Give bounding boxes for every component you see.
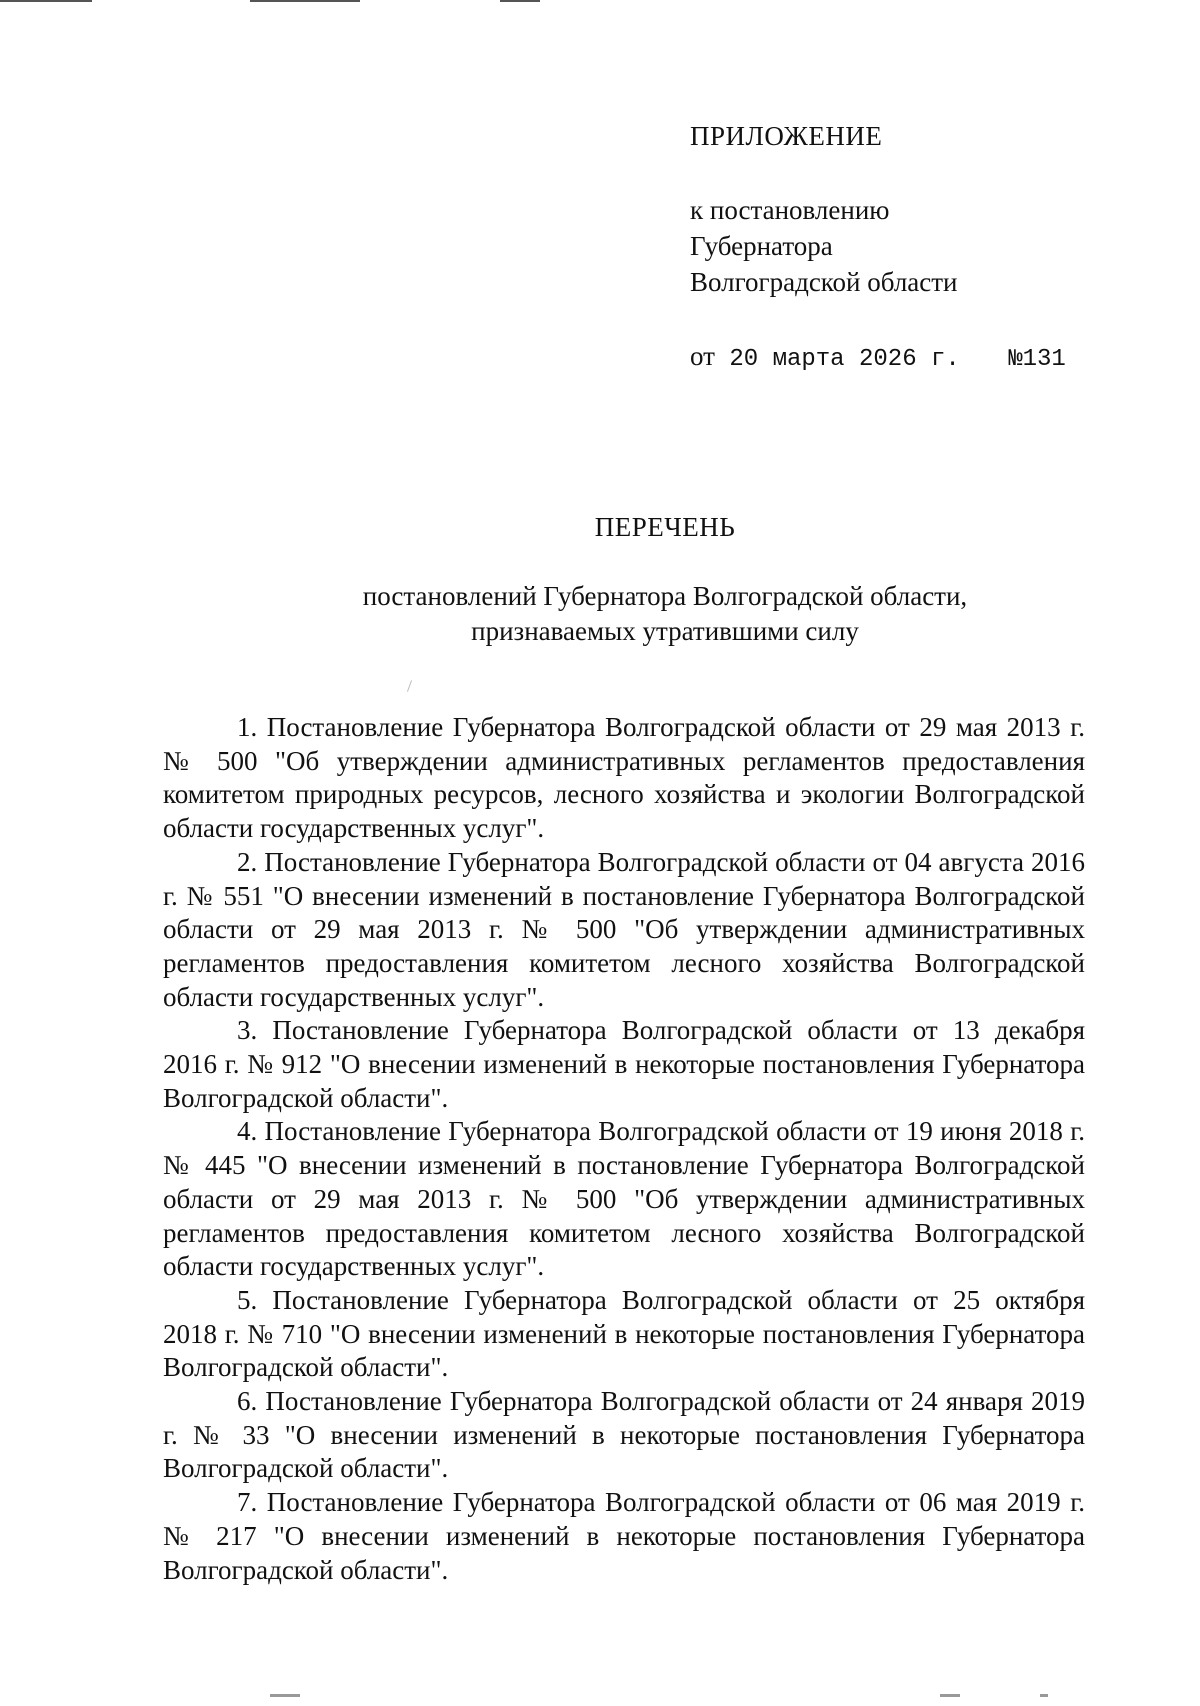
- list-item: 3. Постановление Губернатора Волгоградской области от 13 декабря 2016 г. № 912 "О внесении изменений в некоторые постановления Губернатора Волгоградской области".: [163, 1015, 1085, 1113]
- appendix-line-2: Губернатора: [690, 231, 833, 261]
- scan-edge-mark: [250, 0, 360, 2]
- appendix-date-row: [690, 338, 1066, 378]
- list-item: 5. Постановление Губернатора Волгоградской области от 25 октября 2018 г. № 710 "О внесении изменений в некоторые постановления Губернатора Волгоградской области".: [163, 1284, 1085, 1383]
- scan-edge-mark: [1040, 1694, 1048, 1697]
- list-item: 1. Постановление Губернатора Волгоградской области от 29 мая 2013 г. № 500 "Об утверждении административных регламентов предоставления комитетом природных ресурсов, лесного хозяйства и экологии Волгоградской области государственных услуг".: [163, 712, 1085, 844]
- document-subheading: [0, 579, 1200, 649]
- list-item: 7. Постановление Губернатора Волгоградской области от 06 мая 2019 г. № 217 "О внесении изменений в некоторые постановления Губернатора Волгоградской области".: [163, 1487, 1085, 1585]
- date-label: от: [690, 341, 715, 371]
- appendix-line-1: к постановлению: [690, 195, 890, 225]
- document-heading: ПЕРЕЧЕНЬ: [594, 512, 736, 542]
- scan-edge-mark: [940, 1694, 960, 1697]
- list-item: 6. Постановление Губернатора Волгоградской области от 24 января 2019 г. № 33 "О внесении изменений в некоторые постановления Губернатора Волгоградской области".: [163, 1386, 1085, 1484]
- list-item: 2. Постановление Губернатора Волгоградской области от 04 августа 2016 г. № 551 "О внесении изменений в постановление Губернатора Волгоградской области от 29 мая 2013 г. № 500 "Об утверждении административных регламентов предоставления комитетом лесного хозяйства Волгоградской области государственных услуг".: [163, 846, 1085, 1012]
- document-number: №131: [1008, 346, 1066, 373]
- appendix-line-3: Волгоградской области: [690, 267, 958, 297]
- appendix-block: [690, 118, 1066, 378]
- list-item: 4. Постановление Губернатора Волгоградской области от 19 июня 2018 г. № 445 "О внесении изменений в постановление Губернатора Волгоградской области от 29 мая 2013 г. № 500 "Об утверждении административных регламентов предоставления комитетом лесного хозяйства Волгоградской области государственных услуг".: [163, 1116, 1085, 1282]
- resolution-list: [163, 711, 1085, 1587]
- date-value: 20 марта 2026 г.: [729, 346, 960, 373]
- scan-edge-mark: [270, 1694, 300, 1697]
- scan-speck: [407, 680, 412, 692]
- appendix-title: ПРИЛОЖЕНИЕ: [690, 121, 883, 151]
- subheading-line-2: признаваемых утратившими силу: [471, 616, 859, 646]
- scan-edge-mark: [500, 0, 540, 2]
- scan-edge-mark: [0, 0, 92, 2]
- subheading-line-1: постановлений Губернатора Волгоградской области,: [362, 581, 968, 611]
